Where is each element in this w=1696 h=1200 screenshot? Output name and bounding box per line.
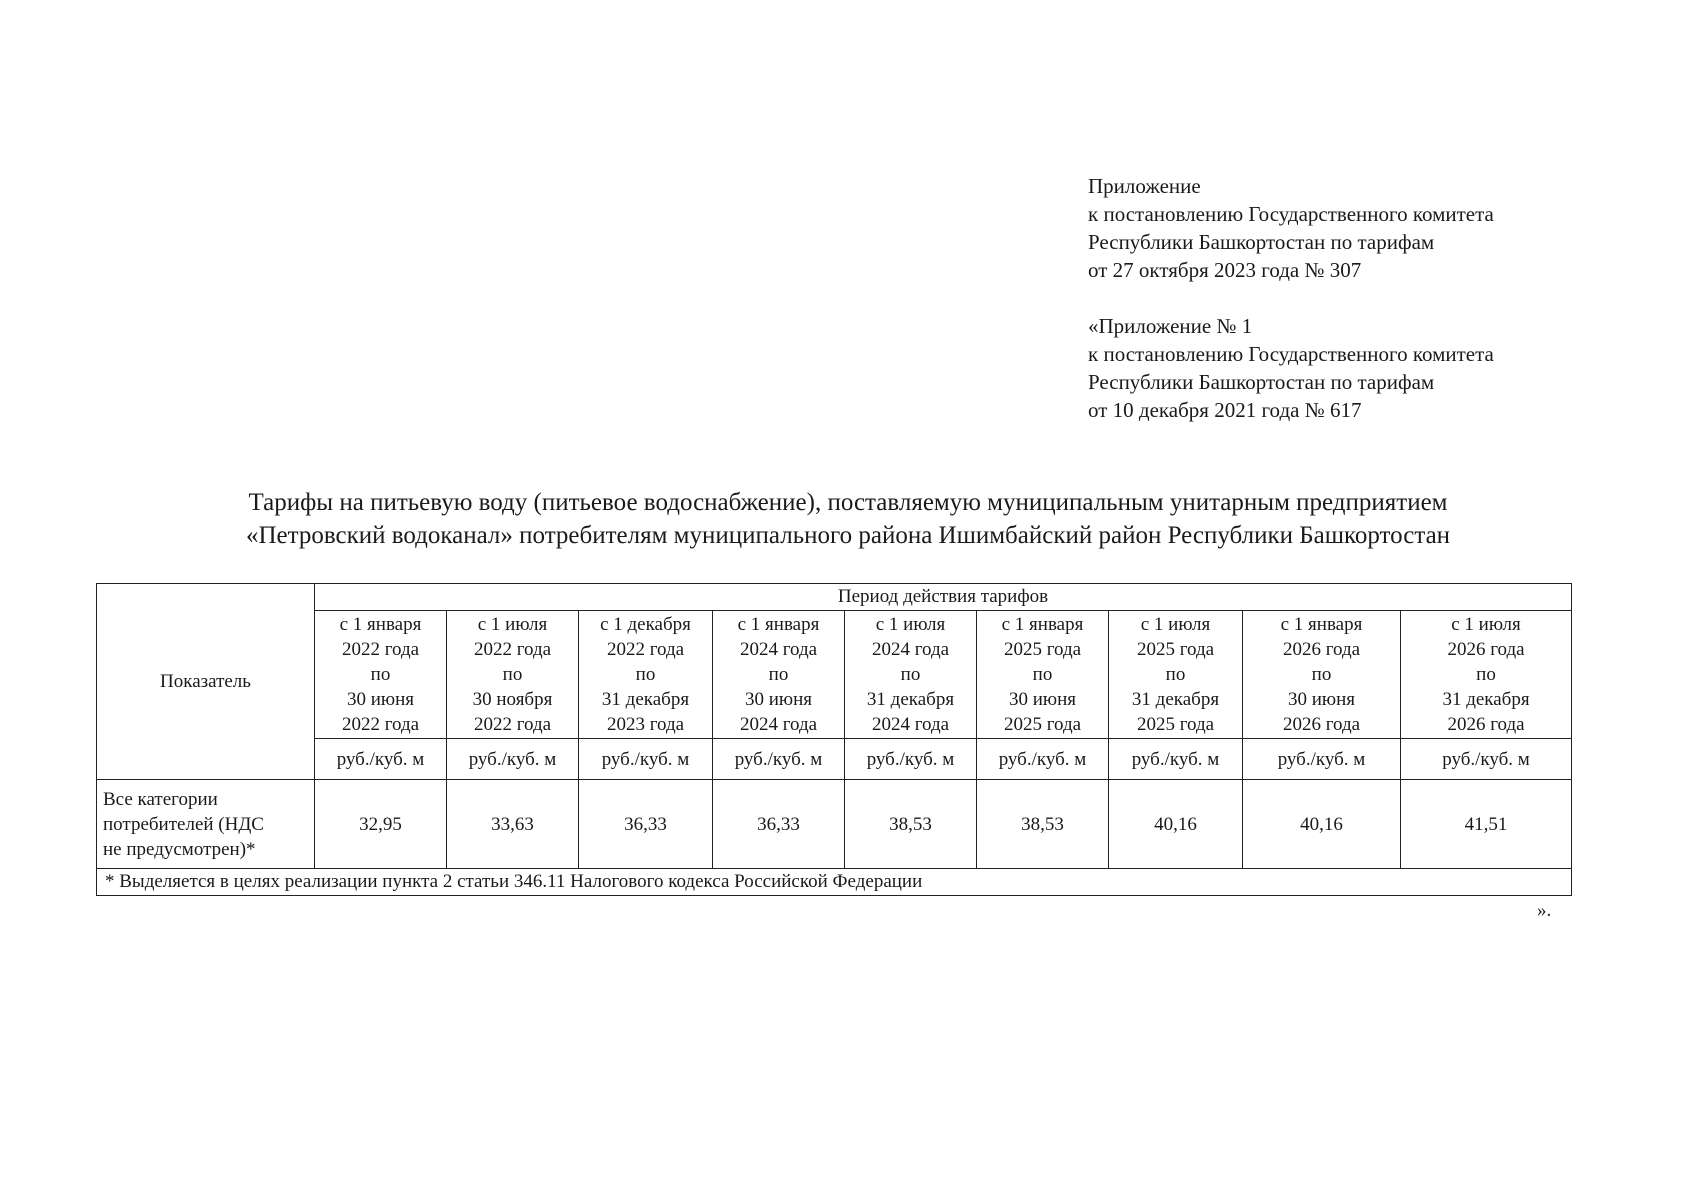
appendix-line: к постановлению Государственного комитета [1088, 202, 1494, 226]
appendix-line: Республики Башкортостан по тарифам [1088, 370, 1435, 394]
period-cell [977, 611, 1109, 739]
period-from-year: 2022 года [473, 639, 552, 660]
period-to-year: 2025 года [1003, 714, 1082, 735]
indicator-header: Показатель [97, 584, 315, 780]
document-title [0, 486, 1696, 552]
unit-cell: руб./куб. м [713, 739, 845, 780]
tariff-value: 41,51 [1401, 780, 1572, 869]
period-to: 30 июня [1008, 689, 1077, 710]
period-to: 30 июня [1287, 689, 1356, 710]
period-from-year: 2022 года [341, 639, 420, 660]
period-cell [1401, 611, 1572, 739]
tariff-value: 38,53 [977, 780, 1109, 869]
appendix-line: к постановлению Государственного комитета [1088, 342, 1494, 366]
appendix-line: от 27 октября 2023 года № 307 [1088, 258, 1362, 282]
period-to: 31 декабря [601, 689, 690, 710]
period-from-year: 2025 года [1003, 639, 1082, 660]
period-dates-row [97, 611, 1572, 739]
tariff-value: 36,33 [579, 780, 713, 869]
period-from-year: 2024 года [739, 639, 818, 660]
period-cell [1109, 611, 1243, 739]
period-to-year: 2026 года [1282, 714, 1361, 735]
tariff-value: 40,16 [1243, 780, 1401, 869]
period-to: 30 ноября [472, 689, 553, 710]
tariff-row [97, 780, 1572, 869]
unit-cell: руб./куб. м [977, 739, 1109, 780]
period-cell [447, 611, 579, 739]
period-sep: по [1476, 664, 1496, 685]
period-from-year: 2024 года [871, 639, 950, 660]
period-to: 31 декабря [1131, 689, 1220, 710]
period-to: 30 июня [346, 689, 415, 710]
footnote-row [97, 869, 1572, 896]
closing-quote-mark: ». [1537, 900, 1552, 921]
appendix-line: от 10 декабря 2021 года № 617 [1088, 398, 1362, 422]
row-label [97, 780, 315, 869]
period-to: 31 декабря [1442, 689, 1530, 710]
period-to-year: 2026 года [1447, 714, 1525, 735]
appendix-line: Республики Башкортостан по тарифам [1088, 230, 1435, 254]
period-from-year: 2022 года [606, 639, 685, 660]
period-from: с 1 января [1280, 614, 1363, 635]
unit-cell: руб./куб. м [1243, 739, 1401, 780]
unit-cell: руб./куб. м [1109, 739, 1243, 780]
tariff-value: 38,53 [845, 780, 977, 869]
tariff-value: 40,16 [1109, 780, 1243, 869]
unit-cell: руб./куб. м [1401, 739, 1572, 780]
period-from-year: 2026 года [1282, 639, 1361, 660]
period-from: с 1 декабря [600, 614, 691, 635]
period-from: с 1 января [737, 614, 820, 635]
unit-cell: руб./куб. м [315, 739, 447, 780]
period-from: с 1 июля [1140, 614, 1211, 635]
period-cell [713, 611, 845, 739]
row-label-line: потребителей (НДС [103, 813, 264, 835]
appendix-line: Приложение [1088, 174, 1201, 198]
appendix-original-header [1088, 312, 1494, 424]
period-cell [845, 611, 977, 739]
tariff-value: 32,95 [315, 780, 447, 869]
period-from: с 1 июля [477, 614, 548, 635]
period-sep: по [1032, 664, 1053, 685]
period-from-year: 2026 года [1447, 639, 1525, 660]
period-to-year: 2025 года [1136, 714, 1215, 735]
period-sep: по [1165, 664, 1186, 685]
appendix-current-header [1088, 172, 1494, 284]
period-from: с 1 января [339, 614, 422, 635]
row-label-line: Все категории [103, 788, 218, 810]
period-to: 31 декабря [866, 689, 955, 710]
period-to-year: 2024 года [871, 714, 950, 735]
period-to-year: 2024 года [739, 714, 818, 735]
row-label-line: не предусмотрен)* [103, 838, 256, 860]
title-line-1: Тарифы на питьевую воду (питьевое водоснабжение), поставляемую муниципальным унитарным предприятием [248, 489, 1448, 516]
period-from-year: 2025 года [1136, 639, 1215, 660]
period-sep: по [1311, 664, 1332, 685]
appendix-line: «Приложение № 1 [1088, 314, 1253, 338]
period-to-year: 2022 года [341, 714, 420, 735]
period-cell [315, 611, 447, 739]
period-sep: по [768, 664, 789, 685]
footnote: * Выделяется в целях реализации пункта 2 статьи 346.11 Налогового кодекса Российской Федерации [97, 869, 1572, 896]
period-sep: по [370, 664, 391, 685]
period-to-year: 2023 года [606, 714, 685, 735]
unit-row [97, 739, 1572, 780]
period-cell [579, 611, 713, 739]
tariff-table [96, 583, 1572, 896]
period-from: с 1 июля [1451, 614, 1521, 635]
period-sep: по [635, 664, 656, 685]
period-cell [1243, 611, 1401, 739]
title-line-2: «Петровский водоканал» потребителям муниципального района Ишимбайский район Республики Башкортостан [245, 522, 1451, 549]
period-from: с 1 июля [875, 614, 946, 635]
unit-cell: руб./куб. м [447, 739, 579, 780]
period-sep: по [900, 664, 921, 685]
period-to: 30 июня [744, 689, 813, 710]
tariff-value: 33,63 [447, 780, 579, 869]
period-to-year: 2022 года [473, 714, 552, 735]
period-header: Период действия тарифов [315, 584, 1572, 611]
tariff-value: 36,33 [713, 780, 845, 869]
period-sep: по [502, 664, 523, 685]
period-from: с 1 января [1001, 614, 1084, 635]
unit-cell: руб./куб. м [579, 739, 713, 780]
unit-cell: руб./куб. м [845, 739, 977, 780]
